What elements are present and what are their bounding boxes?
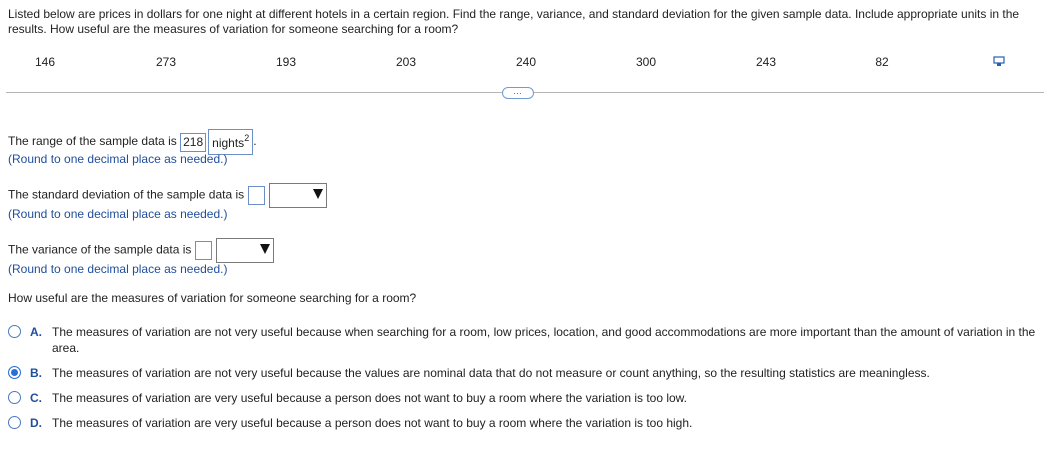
option-text: The measures of variation are not very useful because the values are nominal data that do not measure or count anything, so the resulting statistics are meaningless. bbox=[52, 366, 930, 380]
option-letter: B. bbox=[30, 366, 42, 380]
option-text: The measures of variation are not very useful because when searching for a room, low prices, location, and good accommodations are more important than the amount of variation in the area. bbox=[52, 325, 1036, 355]
stdev-line bbox=[8, 183, 327, 208]
data-value: 300 bbox=[635, 55, 657, 69]
range-prefix: The range of the sample data is bbox=[8, 134, 177, 149]
option-letter: C. bbox=[30, 391, 42, 405]
stdev-hint: (Round to one decimal place as needed.) bbox=[8, 207, 228, 221]
expand-more-button[interactable]: … bbox=[502, 87, 534, 99]
option-letter: D. bbox=[30, 416, 42, 430]
stdev-prefix: The standard deviation of the sample data is bbox=[8, 187, 245, 202]
dropdown-arrow-icon bbox=[260, 244, 270, 254]
range-unit: nights bbox=[212, 136, 245, 150]
variance-prefix: The variance of the sample data is bbox=[8, 242, 192, 257]
radio-c[interactable] bbox=[8, 391, 21, 404]
range-unit-exponent: 2 bbox=[244, 133, 250, 143]
data-values-row bbox=[0, 54, 1044, 70]
stdev-answer-field[interactable] bbox=[248, 186, 265, 205]
usefulness-prompt: How useful are the measures of variation for someone searching for a room? bbox=[8, 291, 417, 305]
variance-hint: (Round to one decimal place as needed.) bbox=[8, 262, 228, 276]
option-text: The measures of variation are very useful because a person does not want to buy a room where the variation is too low. bbox=[52, 391, 688, 405]
range-hint: (Round to one decimal place as needed.) bbox=[8, 152, 228, 166]
option-text: The measures of variation are very useful because a person does not want to buy a room where the variation is too high. bbox=[52, 416, 693, 430]
variance-line bbox=[8, 238, 274, 263]
data-value: 273 bbox=[155, 55, 177, 69]
radio-b-selected[interactable] bbox=[8, 366, 21, 379]
data-value: 240 bbox=[515, 55, 537, 69]
data-value: 82 bbox=[875, 55, 889, 69]
variance-answer-field[interactable] bbox=[195, 241, 212, 260]
data-value: 193 bbox=[275, 55, 297, 69]
stdev-unit-dropdown[interactable] bbox=[269, 183, 327, 208]
question-text: Listed below are prices in dollars for one night at different hotels in a certain region. Find the range, variance, and standard deviation for the given sample data. Include appropriate units in the results. How useful are the measures of variation for someone searching for a room? bbox=[8, 7, 1020, 36]
data-value: 146 bbox=[34, 55, 56, 69]
radio-a[interactable] bbox=[8, 325, 21, 338]
data-value: 203 bbox=[395, 55, 417, 69]
data-value: 243 bbox=[755, 55, 777, 69]
range-answer-field[interactable]: 218 bbox=[180, 133, 206, 152]
range-suffix: . bbox=[253, 134, 257, 149]
radio-d[interactable] bbox=[8, 416, 21, 429]
dropdown-arrow-icon bbox=[313, 189, 323, 199]
option-letter: A. bbox=[30, 325, 42, 339]
variance-unit-dropdown[interactable] bbox=[216, 238, 274, 263]
copy-data-icon[interactable] bbox=[993, 56, 1005, 67]
